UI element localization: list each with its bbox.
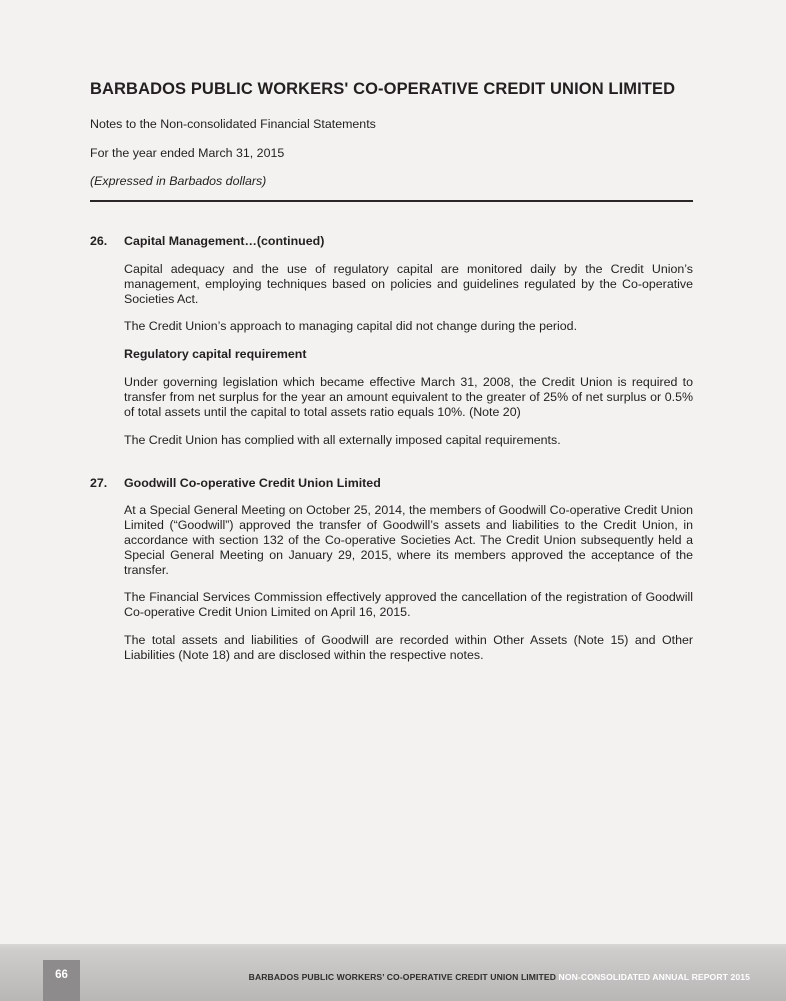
header-divider	[90, 200, 693, 202]
footer-caption	[249, 972, 750, 982]
currency-note: (Expressed in Barbados dollars)	[90, 174, 267, 188]
note-26-paragraph: Under governing legislation which became effective March 31, 2008, the Credit Union is required to transfer from net surplus for the year an amount equivalent to the greater of 25% of net surplus or 0.5% of total assets until the capital to total assets ratio equals 10%. (Note 20)	[124, 375, 693, 419]
page-number: 66	[43, 960, 80, 1001]
note-26-paragraph: The Credit Union’s approach to managing capital did not change during the period.	[124, 319, 578, 333]
note-26-subheading: Regulatory capital requirement	[124, 347, 307, 361]
note-26-title: Capital Management…(continued)	[124, 234, 325, 248]
note-26-paragraph: Capital adequacy and the use of regulatory capital are monitored daily by the Credit Union’s management, employing techniques based on policies and guidelines regulated by the Co-operative Societies Act.	[124, 262, 693, 306]
organization-title: BARBADOS PUBLIC WORKERS' CO-OPERATIVE CREDIT UNION LIMITED	[90, 80, 676, 98]
note-27-paragraph: The total assets and liabilities of Goodwill are recorded within Other Assets (Note 15) and Other Liabilities (Note 18) and are disclosed within the respective notes.	[124, 633, 693, 662]
note-27-title: Goodwill Co-operative Credit Union Limited	[124, 476, 381, 490]
note-26-paragraph: The Credit Union has complied with all externally imposed capital requirements.	[124, 433, 561, 447]
note-27-number: 27.	[90, 476, 108, 490]
note-26-number: 26.	[90, 234, 108, 248]
note-27-paragraph: At a Special General Meeting on October 25, 2014, the members of Goodwill Co-operative Credit Union Limited (“Goodwill”) approved the transfer of Goodwill’s assets and liabilities to the Credit Union, in accordance with section 132 of the Co-operative Societies Act. The Credit Union subsequently held a Special General Meeting on January 29, 2015, where its members approved the acceptance of the transfer.	[124, 503, 693, 577]
footer-organization: BARBADOS PUBLIC WORKERS’ CO-OPERATIVE CREDIT UNION LIMITED	[248, 972, 557, 982]
note-27-paragraph: The Financial Services Commission effectively approved the cancellation of the registration of Goodwill Co-operative Credit Union Limited on April 16, 2015.	[124, 590, 693, 619]
footer-report-title: NON-CONSOLIDATED ANNUAL REPORT 2015	[558, 972, 750, 982]
statement-subtitle: Notes to the Non-consolidated Financial Statements	[90, 117, 376, 131]
reporting-period: For the year ended March 31, 2015	[90, 146, 285, 160]
